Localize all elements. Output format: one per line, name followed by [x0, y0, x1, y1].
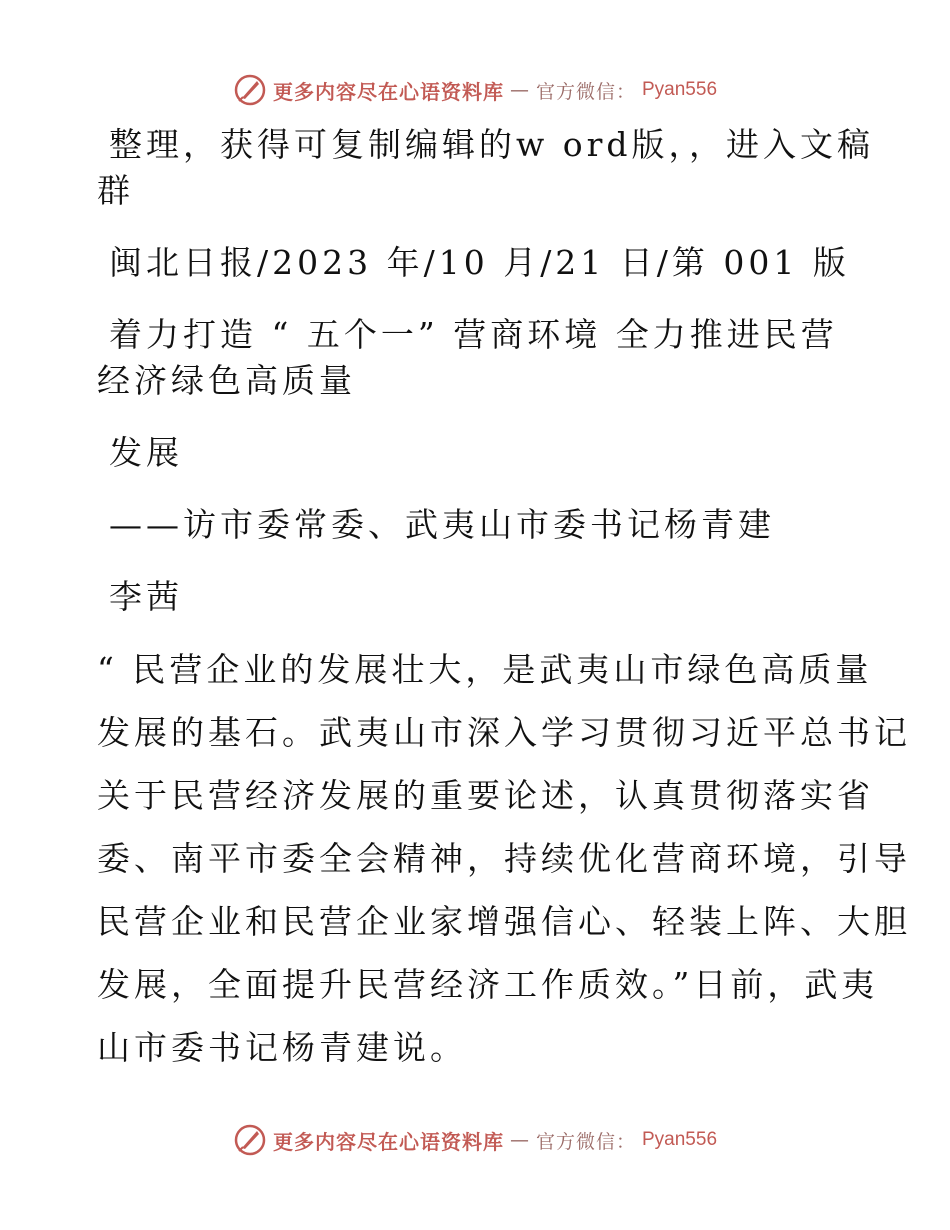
body-line: 委、南平市委全会精神，持续优化营商环境，引导: [97, 839, 911, 878]
intro-line-1: 整理，获得可复制编辑的w ord版，，进入文稿: [109, 125, 875, 164]
watermark-header: [0, 70, 950, 110]
body-line: 关于民营经济发展的重要论述，认真贯彻落实省: [97, 776, 874, 815]
headline-line-1: 着力打造 “ 五个一” 营商环境 全力推进民营: [109, 315, 838, 354]
watermark-dash: —: [509, 1129, 530, 1151]
headline-end: 发展: [109, 433, 183, 472]
subtitle: ——访市委常委、武夷山市委书记杨青建: [109, 505, 775, 544]
body-paragraph: [97, 638, 911, 1079]
document-body: [97, 122, 911, 1079]
watermark-main-text: 更多内容尽在心语资料库: [272, 1129, 504, 1154]
headline-line-2: 经济绿色高质量: [97, 361, 356, 400]
body-line: 发展的基石。武夷山市深入学习贯彻习近平总书记: [97, 713, 911, 752]
watermark-main-text: 更多内容尽在心语资料库: [272, 79, 504, 104]
quill-pen-logo-icon: [233, 1123, 267, 1157]
watermark-wechat-id: Pyan556: [642, 1129, 718, 1150]
watermark-sub-text: 官方微信：: [535, 80, 636, 103]
quill-pen-logo-icon: [233, 73, 267, 107]
body-line: 民营企业和民营企业家增强信心、轻装上阵、大胆: [97, 902, 911, 941]
dateline: 闽北日报/2023 年/10 月/21 日/第 001 版: [109, 243, 850, 282]
watermark-dash: —: [509, 79, 530, 101]
author: 李茜: [109, 577, 183, 616]
watermark-wechat-id: Pyan556: [642, 79, 718, 100]
watermark-footer: [0, 1120, 950, 1160]
watermark-sub-text: 官方微信：: [535, 1130, 636, 1153]
body-line: 山市委书记杨青建说。: [97, 1028, 467, 1067]
intro-line-2: 群: [97, 171, 134, 210]
body-line: 发展，全面提升民营经济工作质效。”日前，武夷: [97, 965, 879, 1004]
body-line: “ 民营企业的发展壮大，是武夷山市绿色高质量: [97, 650, 873, 689]
